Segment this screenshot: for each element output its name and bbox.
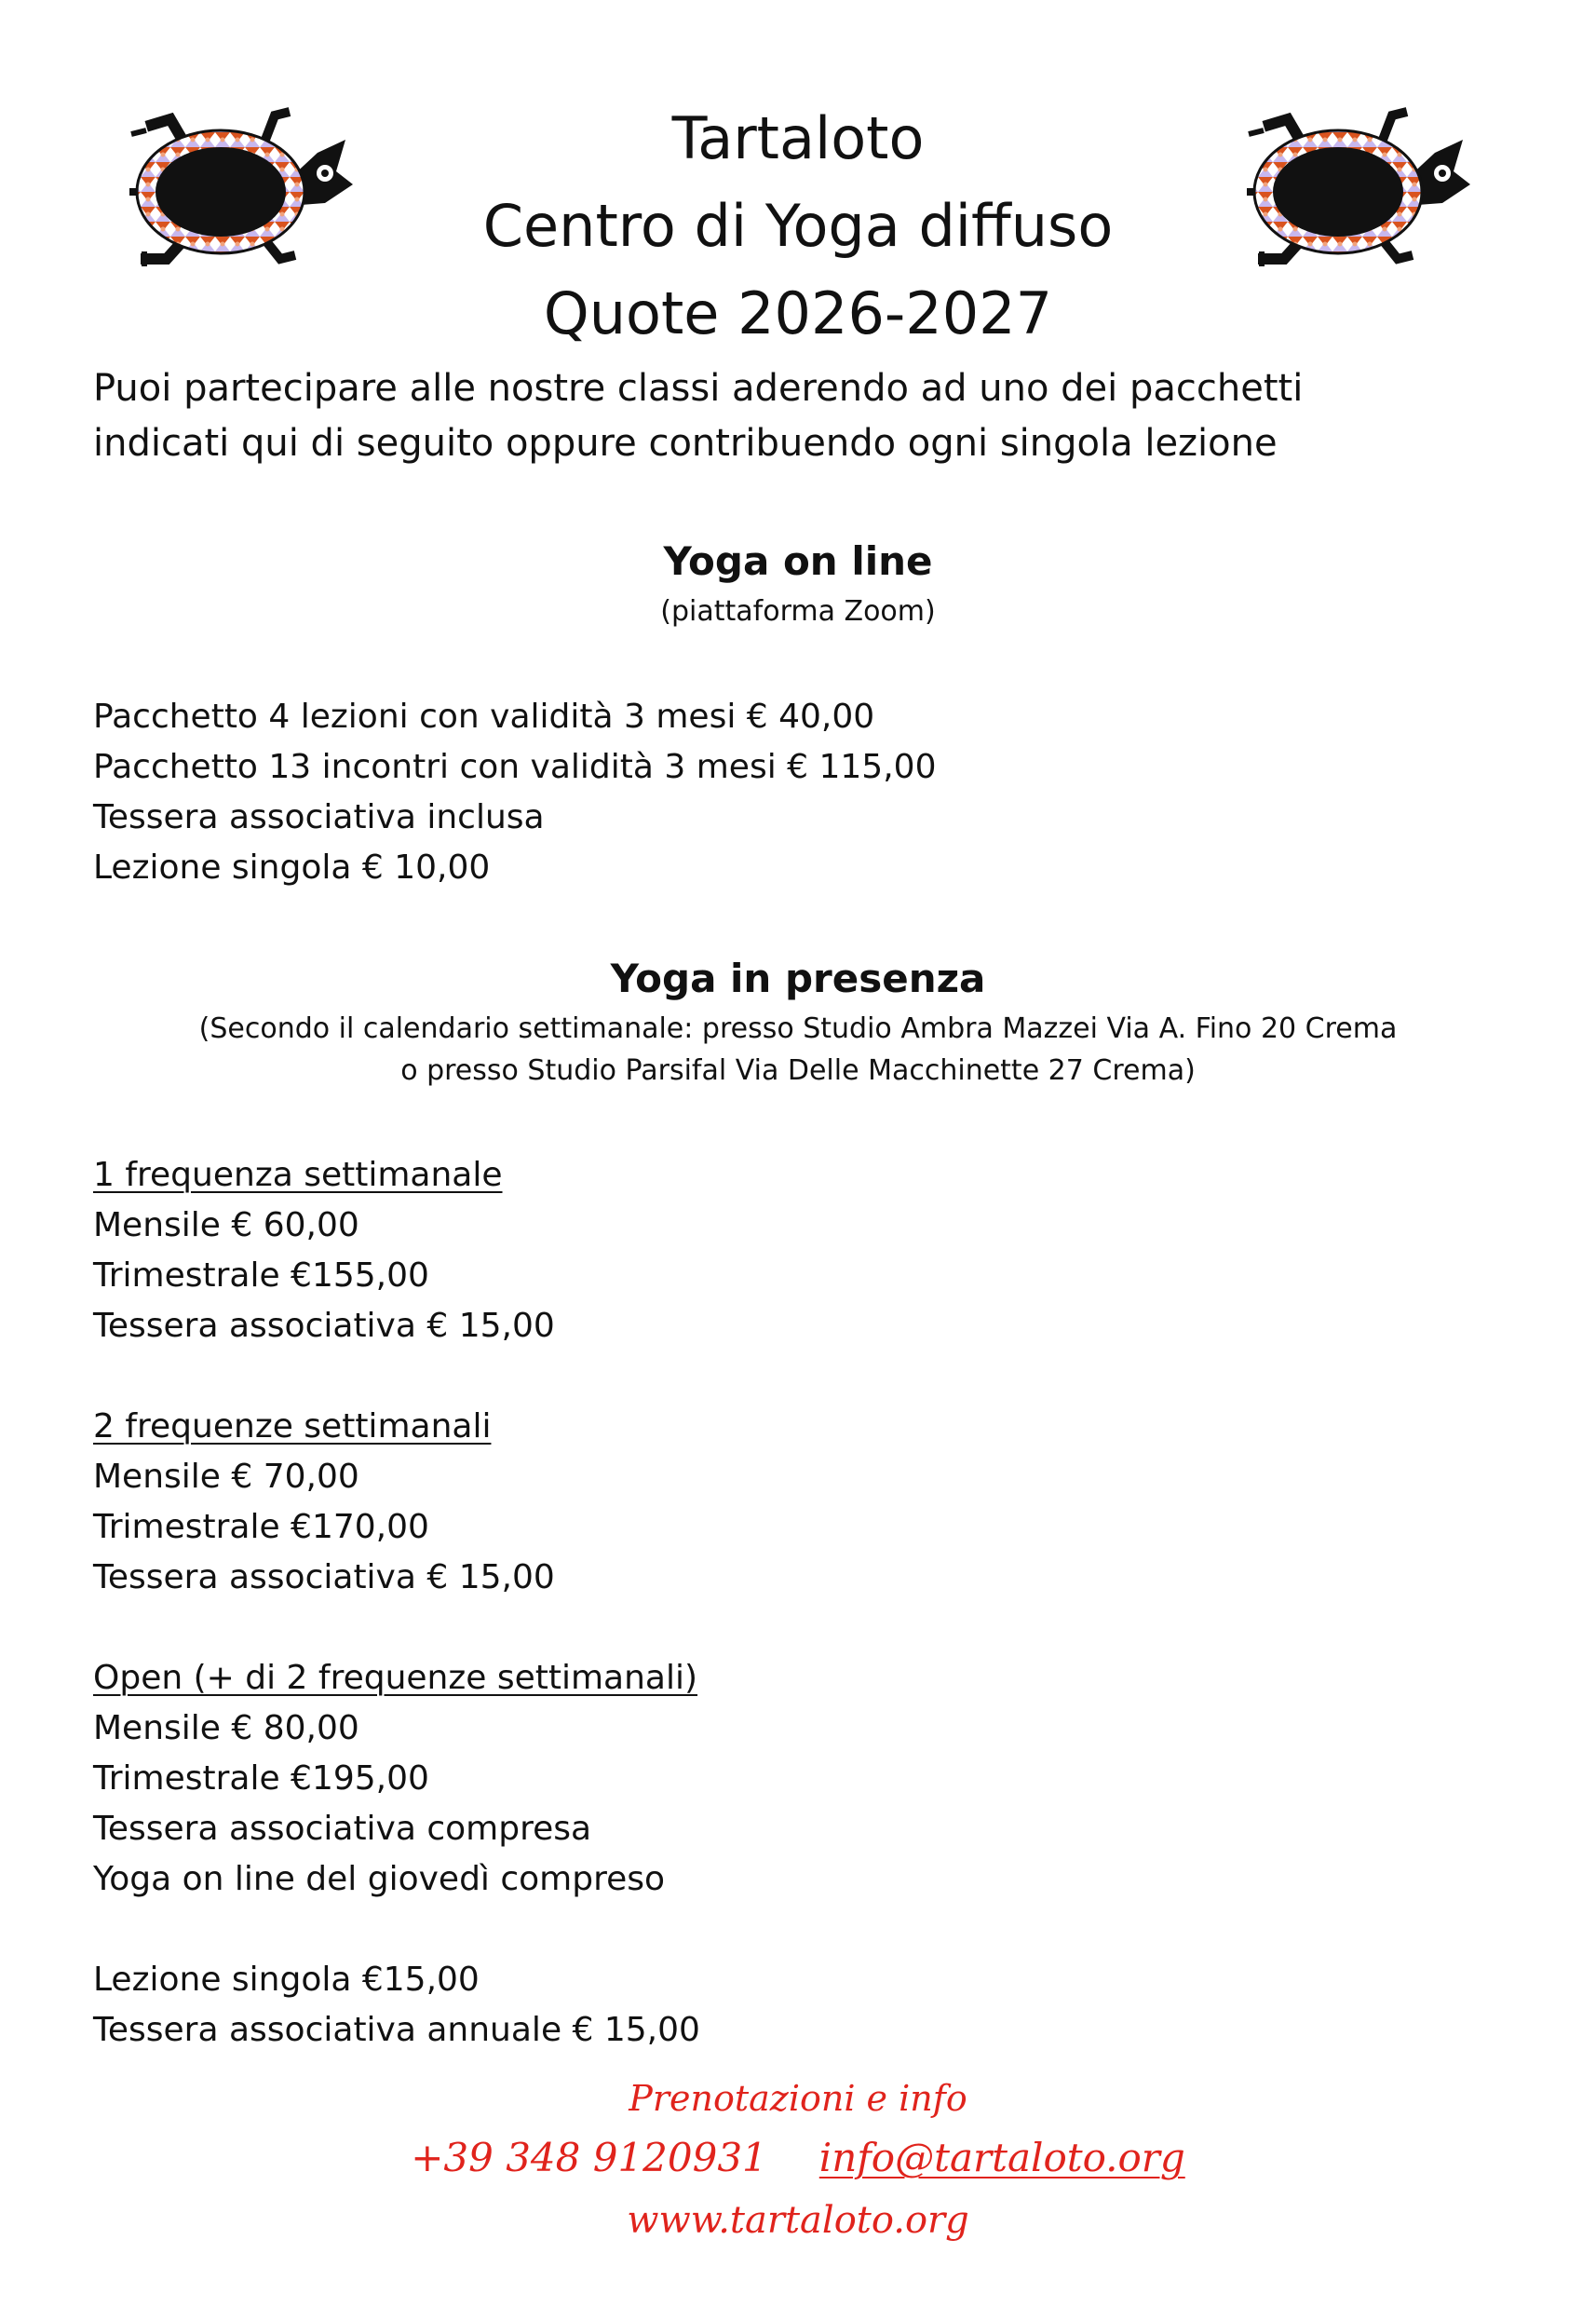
contact-website-link[interactable]: www.tartaloto.org [627, 2199, 969, 2242]
group-item: Mensile € 70,00 [93, 1458, 359, 1496]
section-subtitle-presenza-2: o presso Studio Parsifal Via Delle Macchinette 27 Crema) [400, 1054, 1196, 1087]
online-item: Pacchetto 13 incontri con validità 3 mesi € 115,00 [93, 748, 937, 786]
group-heading: 2 frequenze settimanali [93, 1407, 492, 1446]
group-item: Trimestrale €170,00 [93, 1508, 429, 1546]
contact-phone[interactable]: +39 348 9120931 [411, 2135, 767, 2180]
section-title-presenza: Yoga in presenza [610, 956, 986, 1001]
online-item: Pacchetto 4 lezioni con validità 3 mesi € 40,00 [93, 698, 875, 736]
section-subtitle-online: (piattaforma Zoom) [660, 595, 936, 628]
group-item: Tessera associativa compresa [93, 1810, 592, 1848]
contact-email-link[interactable]: info@tartaloto.org [818, 2135, 1185, 2180]
contact-line [0, 2135, 1596, 2180]
intro-line-2: indicati qui di seguito oppure contribuendo ogni singola lezione [93, 422, 1278, 465]
online-item: Lezione singola € 10,00 [93, 848, 491, 887]
intro-line-1: Puoi partecipare alle nostre classi aderendo ad uno dei pacchetti [93, 367, 1304, 410]
online-item: Tessera associativa inclusa [93, 798, 545, 836]
group-heading: 1 frequenza settimanale [93, 1156, 503, 1194]
contact-heading: Prenotazioni e info [629, 2078, 967, 2119]
group-item: Mensile € 60,00 [93, 1206, 359, 1244]
section-title-online: Yoga on line [663, 538, 933, 584]
group-item: Tessera associativa € 15,00 [93, 1307, 555, 1345]
group-item: Tessera associativa € 15,00 [93, 1558, 555, 1596]
group-heading: Open (+ di 2 frequenze settimanali) [93, 1659, 698, 1697]
page-title-line-3: Quote 2026-2027 [543, 279, 1053, 347]
group-item: Mensile € 80,00 [93, 1709, 359, 1747]
page-title-line-1: Tartaloto [671, 104, 925, 172]
page-title-line-2: Centro di Yoga diffuso [482, 192, 1114, 260]
group-item: Trimestrale €155,00 [93, 1256, 429, 1295]
extra-item: Tessera associativa annuale € 15,00 [93, 2011, 700, 2049]
extra-item: Lezione singola €15,00 [93, 1961, 480, 1999]
group-item: Yoga on line del giovedì compreso [93, 1860, 666, 1898]
section-subtitle-presenza-1: (Secondo il calendario settimanale: presso Studio Ambra Mazzei Via A. Fino 20 Crema [198, 1012, 1398, 1045]
group-item: Trimestrale €195,00 [93, 1759, 429, 1798]
